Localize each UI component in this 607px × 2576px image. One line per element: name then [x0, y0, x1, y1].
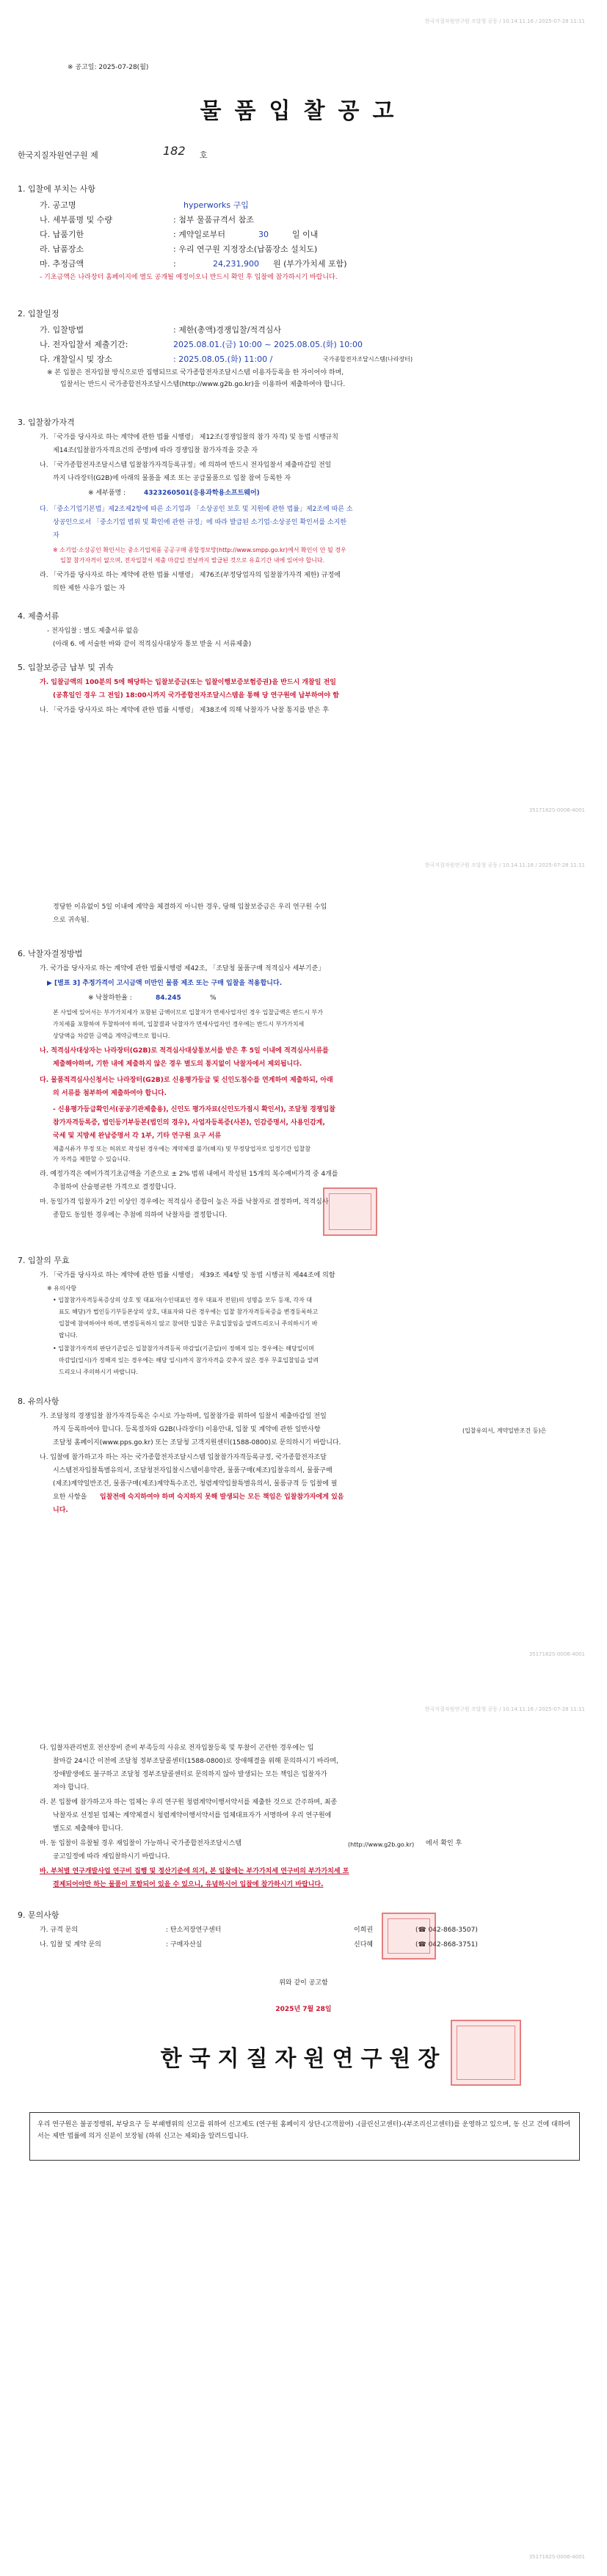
s3-text: 다. 「중소기업기본법」제2조제2항에 따른 소기업과 「소상공인 보호 및 지원에 관한 법률」제2조에 따른 소	[40, 506, 353, 513]
page-watermark: 한국지질자원연구원 조달청 공동 / 10.14.11.16 / 2025-07-28 11:11	[424, 18, 585, 24]
s5-text: 나. 「국가를 당사자로 하는 계약에 관한 법률 시행령」 제38조에 의해 낙찰자가 낙찰 통지를 받은 후	[40, 707, 330, 714]
s6-text: 참가자격등록증, 법인등기부등본(법인의 경우), 사업자등록증(사본), 인감증명서, 사용인감계,	[53, 1119, 325, 1127]
s3-text: 제14조(입찰참가자격요건의 증명)에 따라 경쟁입찰 참가자격을 갖춘 자	[53, 447, 258, 454]
page-1	[0, 0, 607, 844]
section-6-heading: 6. 낙찰자결정방법	[18, 949, 83, 958]
s8-text: 별도로 제출해야 합니다.	[53, 1825, 123, 1833]
s8-text: 라. 본 입찰에 참가하고자 하는 업체는 우리 연구원 청렴계약이행서약서를 제출한 것으로 간주하며, 최종	[40, 1799, 338, 1806]
s8-text: 다. 입찰자관리번호 전산장비 준비 부족등의 사유로 전자입찰등록 및 투찰이 곤란한 경우에는 입	[40, 1744, 314, 1752]
delivery-days: 30	[258, 230, 269, 239]
s1-row-value-suffix: 일 이내	[292, 230, 319, 239]
s6-text: 다. 물품적격심사신청서는 나라장터(G2B)로 신용평가등급 및 신인도점수를 연계하여 제출하되, 아래	[40, 1077, 333, 1084]
section-1-heading: 1. 입찰에 부치는 사항	[18, 184, 95, 194]
contact-dept: : 탄소저장연구센터	[166, 1926, 222, 1934]
page-id: 3517162S-0006-4001	[528, 807, 585, 813]
s2-value: : 제한(총액)경쟁입찰/적격심사	[173, 325, 282, 335]
page-title: 물품입찰공고	[200, 98, 407, 124]
s7-note: 입찰에 참여하여야 하며, 변경등록하지 않고 참여한 입찰은 무효입찰임을 알려드리오니 주의하시기 바	[59, 1320, 318, 1327]
s7-note: 표도 해당)가 법인등기부등본상의 상호, 대표자와 다른 경우에는 입찰 참가자격등록증을 변경등록하고	[59, 1309, 319, 1315]
s6-text: 본 사업에 있어서는 부가가치세가 포함된 금액이므로 입찰자가 면세사업자인 경우 입찰금액은 반드시 부가	[53, 1009, 324, 1016]
s5-text: (공휴일인 경우 그 전일) 18:00시까지 국가종합전자조달시스템을 통해 당 연구원에 납부하여야 함	[53, 692, 339, 699]
s4-text: (아래 6. 에 서술한 바와 같이 적격심사대상자 통보 받을 시 서류제출)	[53, 641, 252, 648]
s8-text: 시스템전자입찰특별유의서, 조달청전자입찰시스템이용약관, 물품구매(제조)입찰유의서, 물품구매	[53, 1467, 332, 1474]
opening-place: 국가종합전자조달시스템(나라장터)	[323, 356, 413, 363]
s6-text: 라. 예정가격은 예비가격기초금액을 기준으로 ± 2% 범위 내에서 작성된 15개의 복수예비가격 중 4개를	[40, 1171, 338, 1178]
section-9-heading: 9. 문의사항	[18, 1910, 59, 1920]
s5-text: 정당한 이유없이 5일 이내에 계약을 체결하지 아니한 경우, 당해 입찰보증금은 우리 연구원 수입	[53, 903, 327, 911]
s1-row-value: : 우리 연구원 지정장소(납품장소 설치도)	[173, 244, 318, 254]
s2-label: 가. 입찰방법	[40, 325, 84, 335]
s6-text: 가치세를 포함하여 투찰하여야 하며, 입찰결과 낙찰자가 면세사업자인 경우에는 반드시 부가가치세	[53, 1021, 305, 1027]
s6-rate-label: ※ 낙찰하한율 :	[88, 994, 132, 1002]
s8-text: 에서 확인 후	[426, 1840, 462, 1847]
lower-limit-rate: 84.245	[156, 994, 181, 1002]
integrity-notice-box	[29, 2112, 580, 2161]
s6-text: 가. 국가를 당사자로 하는 계약에 관한 법률시행령 제42조, 「조달청 물품구매 적격심사 세부기준」	[40, 965, 325, 972]
s6-text: - 신용평가등급확인서(공공기관제출용), 신인도 평가자료(신인도가점시 확인서), 조달청 경쟁입찰	[53, 1106, 335, 1113]
s7-text: 가. 「국가를 당사자로 하는 계약에 관한 법률 시행령」 제39조 제4항 및 동법 시행규칙 제44조에 의함	[40, 1272, 335, 1279]
signature-name: 한국지질자원연구원장	[160, 2046, 447, 2072]
notice-date-signed: 2025년 7월 28일	[275, 2006, 332, 2013]
closing-text: 위와 같이 공고함	[279, 1979, 328, 1987]
s8-text: 공고일정에 따라 재입찰하시기 바랍니다.	[53, 1853, 170, 1860]
s8-warning: 결제되어야만 하는 물품이 포함되어 있을 수 있으니, 유념하시어 입찰에 참가하시기 바랍니다.	[53, 1881, 324, 1888]
org-number-suffix: 호	[200, 150, 208, 160]
s3-text: 의한 제한 사유가 없는 자	[53, 585, 126, 592]
s1-row-value: : 첨부 물품규격서 참조	[173, 215, 254, 225]
seal-stamp	[382, 1913, 436, 1960]
s2-note: 입찰서는 반드시 국가종합전자조달시스템(http://www.g2b.go.kr)을 이용하여 제출하여야 합니다.	[60, 381, 346, 388]
org-number-label: 한국지질자원연구원 제	[18, 150, 98, 160]
page-2	[0, 844, 607, 1688]
s4-text: - 전자입찰 : 별도 제출서류 없음	[47, 627, 139, 635]
s8-text: 낙찰자로 선정된 업체는 계약체결시 청렴계약이행서약서를 업체대표자가 서명하여 우리 연구원에	[53, 1812, 332, 1819]
s8-warning: 입찰전에 숙지하여야 하며 숙지하지 못해 발생되는 모든 책임은 입찰참가자에게 있음	[100, 1493, 344, 1501]
s8-text: 까지 등록하여야 합니다. 등록절차와 G2B(나라장터) 이용안내, 입찰 및 계약에 관한 일반사항	[53, 1426, 321, 1433]
s8-text: 마. 동 입찰이 유찰될 경우 재입찰이 가능하니 국가종합전자조달시스템	[40, 1840, 242, 1847]
s1-row-label: 다. 납품기한	[40, 230, 84, 239]
s1-row-value: :	[173, 259, 176, 269]
page-watermark: 한국지질자원연구원 조달청 공동 / 10.14.11.16 / 2025-07-28 11:11	[424, 862, 585, 868]
contact-name: 신다혜	[354, 1941, 374, 1949]
s8-text: 져야 합니다.	[53, 1784, 90, 1791]
s3-text: 까지 나라장터(G2B)에 아래의 물품을 제조 또는 공급물품으로 입찰 참여 등록한 자	[53, 475, 291, 482]
s7-note: 마감일(일시)가 정해져 있는 경우에는 해당 일시)까지 참가자격을 갖추지 않은 경우 무효입찰임을 알려	[59, 1357, 319, 1364]
section-3-heading: 3. 입찰참가자격	[18, 418, 75, 427]
s8-text-small: (입찰유의서, 계약일반조건 등)은	[462, 1427, 547, 1434]
section-7-heading: 7. 입찰의 무효	[18, 1256, 70, 1265]
s3-text: 나. 「국가종합전자조달시스템 입찰참가자격등록규정」에 의하여 반드시 전자입찰서 제출마감일 전일	[40, 462, 332, 469]
s8-text: 가. 조달청의 경쟁입찰 참가자격등록은 수시로 가능하며, 입찰참가를 위하여 입찰서 제출마감일 전일	[40, 1413, 327, 1420]
s8-warning: 바. 부처별 연구개발사업 연구비 집행 및 정산기준에 의거, 본 입찰에는 부가가치세 연구비의 부가가치세 포	[40, 1868, 349, 1875]
s6-text: 제출서류가 부정 또는 허위로 작성된 경우에는 계약체결 불가(해지) 및 부정당업자로 일정기간 입찰참	[53, 1146, 311, 1152]
s1-row-value-suffix: 원 (부가가치세 포함)	[273, 259, 347, 269]
s1-row-label: 가. 공고명	[40, 200, 76, 210]
s7-note: • 입찰참가자격등록증상의 상호 및 대표자(수인대표인 경우 대표자 전원)의 성명을 모두 등재, 각자 대	[53, 1297, 313, 1303]
s6-text: 마. 동일가격 입찰자가 2인 이상인 경우에는 적격심사 종합이 높은 자를 낙찰자로 결정하며, 적격심사	[40, 1198, 329, 1206]
s8-warning: 니다.	[53, 1507, 68, 1514]
s5-text: 가. 입찰금액의 100분의 5에 해당하는 입찰보증금(또는 입찰이행보증보험증권)을 반드시 개찰일 전일	[40, 679, 336, 686]
section-4-heading: 4. 제출서류	[18, 611, 59, 621]
s1-row-value: hyperworks 구입	[183, 200, 249, 210]
s3-text: 자	[53, 532, 59, 539]
s6-text: 상당액을 차감한 금액을 계약금액으로 합니다.	[53, 1033, 170, 1039]
section-2-heading: 2. 입찰일정	[18, 309, 59, 319]
s7-note: • 입찰참가자격의 판단기준일은 입찰참가자격등록 마감일(기준일)이 정해져 있는 경우에는 해당일이며	[53, 1345, 314, 1352]
estimated-amount: 24,231,900	[213, 259, 259, 269]
page-3	[0, 1688, 607, 2576]
s8-text: 요한 사항을	[53, 1493, 87, 1501]
s3-text: 상공인으로서 「중소기업 범위 및 확인에 관한 규정」에 따라 발급된 소기업·소상공인 확인서를 소지한	[53, 519, 347, 526]
seal-stamp	[323, 1187, 377, 1236]
rate-unit: %	[210, 994, 217, 1002]
integrity-notice-text: 우리 연구원은 불공정행위, 부당요구 등 부패행위의 신고를 위하여 신고제도 (연구원 홈페이지 상단-(고객참여) -(클린신고센터)-(부조리신고센터)를 운영하고 있으며, 동 신고 건에 대하여서는 제반 법률에 의거 신분이 보장됨 (하위 신고는 제외)을 알려드립니다.	[37, 2121, 571, 2140]
s8-link-text: (http://www.g2b.go.kr)	[348, 1841, 415, 1848]
s2-note: ※ 본 입찰은 전자입찰 방식으로만 집행되므로 국가종합전자조달시스템 이용자등록을 한 자이어야 하며,	[47, 369, 344, 376]
s3-note: 입찰 참가자격이 없으며, 전자입찰서 제출 마감일 전날까지 발급된 것으로 유효기간 내에 있어야 합니다.	[60, 557, 325, 564]
section-8-heading: 8. 유의사항	[18, 1397, 59, 1406]
s6-text: 나. 적격심사대상자는 나라장터(G2B)로 적격심사대상통보서를 받은 후 5일 이내에 적격심사서류를	[40, 1047, 329, 1055]
s6-rule: ▶ [별표 3] 추정가격이 고시금액 미만인 물품 제조 또는 구매 입찰을 적용합니다.	[47, 980, 283, 987]
contact-label: 나. 입찰 및 계약 문의	[40, 1941, 101, 1949]
s5-text: 으로 귀속됨.	[53, 917, 90, 924]
s3-note: ※ 소기업·소상공인 확인서는 중소기업제품 공공구매 종합정보망(http://www.smpp.go.kr)에서 확인이 안 될 경우	[53, 547, 346, 553]
s6-text: 추첨하여 산술평균한 가격으로 결정합니다.	[53, 1184, 176, 1191]
s6-text: 제출해야하며, 기한 내에 제출하지 않은 경우 별도의 통지없이 낙찰자에서 제외됩니다.	[53, 1060, 302, 1068]
s6-text: 국세 및 지방세 완납증명서 각 1부, 기타 연구원 요구 서류	[53, 1132, 222, 1140]
bid-period: 2025.08.01.(금) 10:00 ~ 2025.08.05.(화) 10:00	[173, 340, 363, 349]
s2-label: 다. 개찰일시 및 장소	[40, 354, 112, 364]
s3-detail-label: ※ 세부품명 :	[88, 490, 126, 497]
s8-text: 나. 입찰에 참가하고자 하는 자는 국가종합전자조달시스템 입찰참가자격등록규정, 국가종합전자조달	[40, 1454, 327, 1461]
section-5-heading: 5. 입찰보증금 납부 및 귀속	[18, 663, 114, 672]
page-id: 3517162S-0006-4001	[528, 2554, 585, 2560]
contact-phone: (☎ 042-868-3507)	[415, 1926, 478, 1934]
contact-name: 이희권	[354, 1926, 374, 1934]
s1-row-label: 마. 추정금액	[40, 259, 84, 269]
contact-dept: : 구매자산실	[166, 1941, 203, 1949]
page-watermark: 한국지질자원연구원 조달청 공동 / 10.14.11.16 / 2025-07-28 11:11	[424, 1706, 585, 1712]
contact-label: 가. 규격 문의	[40, 1926, 79, 1934]
s1-row-label: 나. 세부품명 및 수량	[40, 215, 112, 225]
s8-text: 찰마감 24시간 이전에 조달청 정부조달콜센터(1588-0800)로 장애해결을 위해 문의하시기 바라며,	[53, 1758, 338, 1765]
s6-text: 종합도 동일한 경우에는 추첨에 의하여 낙찰자를 결정합니다.	[53, 1212, 228, 1219]
detail-item-code: 4323260501(응용과학용소프트웨어)	[144, 490, 260, 497]
s3-text: 가. 「국가를 당사자로 하는 계약에 관한 법률 시행령」 제12조(경쟁입찰의 참가 자격) 및 동법 시행규칙	[40, 434, 338, 441]
notice-date: ※ 공고일: 2025-07-28(월)	[68, 64, 149, 71]
s2-label: 나. 전자입찰서 제출기간:	[40, 340, 128, 349]
s6-text: 가 자격을 제한할 수 있습니다.	[53, 1156, 131, 1163]
s7-note: 드리오니 주의하시기 바랍니다.	[59, 1369, 139, 1375]
s8-text: 조달청 홈페이지(www.pps.go.kr) 또는 조달청 고객지원센터(1588-0800)로 문의하시기 바랍니다.	[53, 1439, 341, 1447]
opening-datetime: : 2025.08.05.(화) 11:00 /	[173, 354, 273, 364]
s1-row-value: : 계약일로부터	[173, 230, 225, 239]
contact-phone: (☎ 042-868-3751)	[415, 1941, 478, 1949]
s3-text: 라. 「국가를 당사자로 하는 계약에 관한 법률 시행령」 제76조(부정당업자의 입찰참가자격 제한) 규정에	[40, 572, 341, 579]
s7-note: 랍니다.	[59, 1332, 78, 1339]
page-id: 3517162S-0006-4001	[528, 1651, 585, 1657]
s1-note: - 기초금액은 나라장터 홈페이지에 별도 공개될 예정이오니 반드시 확인 후 입찰에 참가하시기 바랍니다.	[40, 274, 338, 281]
s8-text: 장애발생에도 불구하고 조달청 정부조달콜센터로 문의하지 않아 발생되는 모든 책임은 입찰자가	[53, 1771, 327, 1778]
s7-note: ※ 유의사항	[47, 1285, 77, 1292]
notice-number: 182	[163, 144, 186, 158]
s6-text: 의 서류를 첨부하여 제출하여야 합니다.	[53, 1090, 167, 1097]
s8-text: (제조)계약일반조건, 물품구매(제조)계약특수조건, 청렴계약입찰특별유의서, 물품규격 등 입찰에 필	[53, 1480, 338, 1488]
official-seal	[451, 2020, 521, 2086]
s1-row-label: 라. 납품장소	[40, 244, 84, 254]
